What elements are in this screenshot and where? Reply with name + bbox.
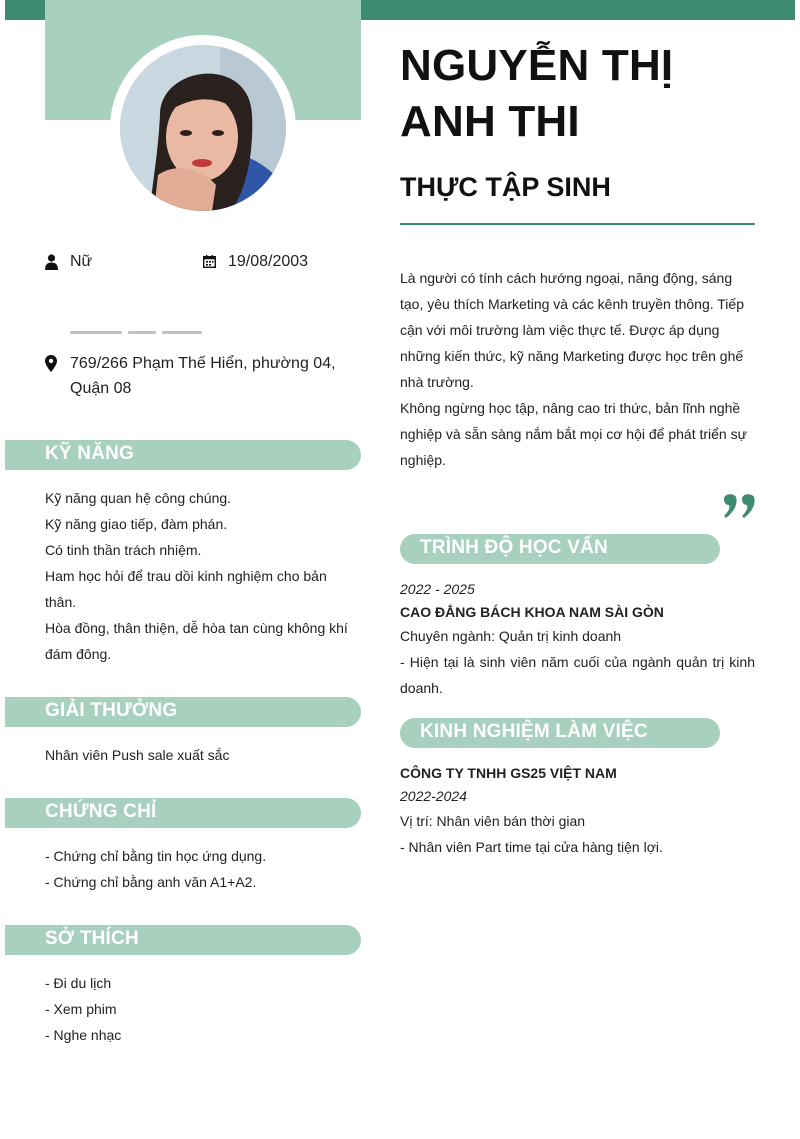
experience-position: Vị trí: Nhân viên bán thời gian (400, 813, 586, 829)
list-item: - Chứng chỉ bằng tin học ứng dụng. (45, 848, 267, 864)
education-heading: TRÌNH ĐỘ HỌC VẤN (420, 537, 608, 558)
birthday-value: 19/08/2003 (228, 253, 309, 270)
avatar-photo (120, 45, 286, 211)
list-item: Kỹ năng quan hệ công chúng. (45, 490, 232, 506)
skills-heading-bar (5, 440, 361, 470)
certificates-heading-bar (5, 798, 361, 828)
skills-heading: KỸ NĂNG (45, 443, 135, 464)
education-major: Chuyên ngành: Quản trị kinh doanh (400, 628, 622, 644)
list-item: Kỹ năng giao tiếp, đàm phán. (45, 516, 228, 532)
list-item: - Xem phim (45, 1001, 117, 1017)
education-note: - Hiện tại là sinh viên năm cuối của ngành quản trị kinh doanh. (400, 654, 755, 696)
experience-heading: KINH NGHIỆM LÀM VIỆC (420, 721, 648, 742)
experience-years: 2022-2024 (400, 788, 467, 804)
calendar-icon (203, 249, 228, 274)
skills-list (45, 485, 355, 667)
address-row (45, 351, 345, 401)
hobbies-heading-bar (5, 925, 361, 955)
birthday-row (203, 249, 361, 274)
list-item: Ham học hỏi để trau dồi kinh nghiệm cho bản thân. (45, 568, 327, 610)
about-paragraph: Không ngừng học tập, nâng cao tri thức, bản lĩnh nghề nghiệp và sẵn sàng nắm bắt mọi cơ hội để phát triển sự nghiệp. (400, 400, 747, 468)
avatar (120, 45, 286, 211)
full-name: NGUYỄN THỊ ANH THI (400, 41, 674, 146)
education-block (400, 577, 755, 701)
about-text (400, 265, 755, 473)
list-item: - Nghe nhạc (45, 1027, 122, 1043)
title-divider (400, 223, 755, 225)
certificates-heading: CHỨNG CHỈ (45, 801, 157, 822)
hobbies-list (45, 970, 355, 1048)
experience-note: - Nhân viên Part time tại cửa hàng tiện lợi. (400, 839, 663, 855)
gender-row (45, 249, 195, 274)
awards-heading: GIẢI THƯỞNG (45, 700, 178, 721)
quote-icon (722, 485, 758, 525)
awards-list (45, 742, 355, 768)
cropped-text-line (70, 322, 230, 336)
map-pin-icon (45, 351, 70, 376)
hobbies-heading: SỞ THÍCH (45, 928, 139, 949)
education-school: CAO ĐẲNG BÁCH KHOA NAM SÀI GÒN (400, 604, 664, 620)
about-paragraph: Là người có tính cách hướng ngoại, năng động, sáng tạo, yêu thích Marketing và các kênh truyền thông. Tiếp cận với môi trường làm việc thực tế. Được áp dụng những kiến thức, kỹ năng Marketing được học trên ghế nhà trường. (400, 270, 744, 390)
list-item: Nhân viên Push sale xuất sắc (45, 747, 230, 763)
list-item: Có tinh thần trách nhiệm. (45, 542, 202, 558)
job-title: THỰC TẬP SINH (400, 172, 611, 202)
experience-block (400, 762, 755, 860)
list-item: - Chứng chỉ bằng anh văn A1+A2. (45, 874, 257, 890)
list-item: Hòa đồng, thân thiện, dễ hòa tan cùng không khí đám đông. (45, 620, 348, 662)
list-item: - Đi du lịch (45, 975, 112, 991)
awards-heading-bar (5, 697, 361, 727)
education-years: 2022 - 2025 (400, 581, 475, 597)
person-icon (45, 249, 70, 274)
experience-company: CÔNG TY TNHH GS25 VIỆT NAM (400, 765, 617, 781)
experience-heading-bar (400, 718, 720, 748)
education-heading-bar (400, 534, 720, 564)
address-value: 769/266 Phạm Thế Hiển, phường 04, Quận 08 (70, 355, 336, 397)
gender-value: Nữ (70, 253, 93, 270)
certificates-list (45, 843, 355, 895)
